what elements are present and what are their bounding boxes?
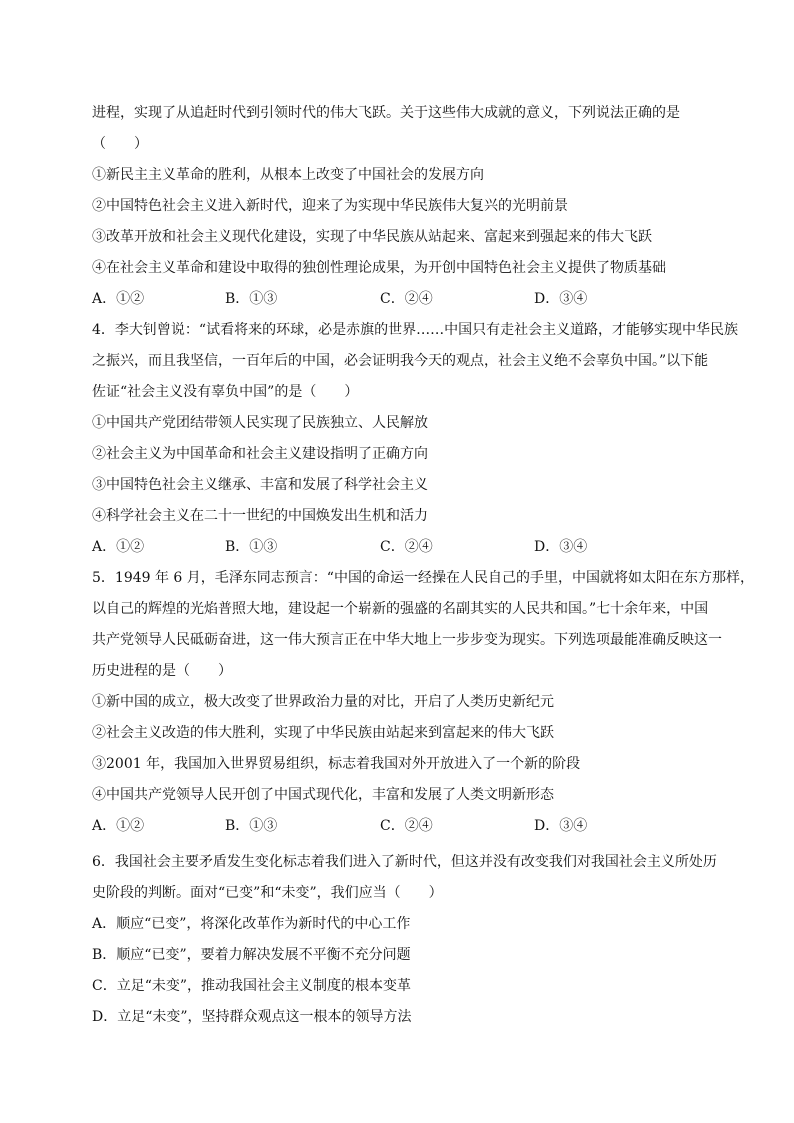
question-5-stem-line: 历史进程的是（ ）	[92, 663, 232, 679]
question-4-item: ①中国共产党团结带领人民实现了民族独立、人民解放	[92, 415, 428, 431]
option-a[interactable]: A．①②	[92, 291, 145, 307]
question-4-stem-line: 4．李大钊曾说：“试看将来的环球，必是赤旗的世界……中国只有走社会主义道路，才能够实现中华民族	[92, 322, 739, 338]
question-6-stem-line: 史阶段的判断。面对“已变”和“未变”，我们应当（ ）	[92, 885, 443, 901]
question-5-stem-line: 共产党领导人民砥砺奋进，这一伟大预言正在中华大地上一步步变为现实。下列选项最能准确反映这一	[92, 632, 722, 648]
question-3-item: ②中国特色社会主义进入新时代，迎来了为实现中华民族伟大复兴的光明前景	[92, 198, 568, 214]
question-3-options	[92, 290, 712, 308]
question-4-stem-line: 佐证“社会主义没有辜负中国”的是（ ）	[92, 384, 359, 400]
option-b[interactable]: B．顺应“已变”，要着力解决发展不平衡不充分问题	[92, 947, 411, 963]
question-5-stem-line: 5．1949 年 6 月，毛泽东同志预言：“中国的命运一经操在人民自己的手里，中国就将如太阳在东方那样，	[92, 570, 754, 586]
question-3-item: ③改革开放和社会主义现代化建设，实现了中华民族从站起来、富起来到强起来的伟大飞跃	[92, 229, 652, 245]
option-a[interactable]: A．①②	[92, 818, 145, 834]
question-3-item: ①新民主主义革命的胜利，从根本上改变了中国社会的发展方向	[92, 167, 484, 183]
option-d[interactable]: D．③④	[534, 539, 588, 555]
question-3-item: ④在社会主义革命和建设中取得的独创性理论成果，为开创中国特色社会主义提供了物质基础	[92, 260, 666, 276]
question-4-item: ③中国特色社会主义继承、丰富和发展了科学社会主义	[92, 477, 428, 493]
question-4-stem-line: 之振兴，而且我坚信，一百年后的中国，必会证明我今天的观点，社会主义绝不会辜负中国。”以下能	[92, 353, 709, 369]
option-b[interactable]: B．①③	[225, 291, 278, 307]
option-d[interactable]: D．③④	[534, 291, 588, 307]
question-5-options	[92, 817, 712, 835]
option-b[interactable]: B．①③	[225, 818, 278, 834]
question-5-stem-line: 以自己的辉煌的光焰普照大地，建设起一个崭新的强盛的名副其实的人民共和国。”七十余年来，中国	[92, 601, 709, 617]
option-c[interactable]: C．②④	[380, 539, 433, 555]
option-d[interactable]: D．③④	[534, 818, 588, 834]
question-4-options	[92, 538, 712, 556]
question-3-stem-line: 进程，实现了从追赶时代到引领时代的伟大飞跃。关于这些伟大成就的意义，下列说法正确的是	[92, 105, 680, 121]
option-c[interactable]: C．立足“未变”，推动我国社会主义制度的根本变革	[92, 978, 412, 994]
question-3-answer-blank: （ ）	[92, 136, 148, 152]
option-b[interactable]: B．①③	[225, 539, 278, 555]
option-d[interactable]: D．立足“未变”，坚持群众观点这一根本的领导方法	[92, 1009, 412, 1025]
option-a[interactable]: A．①②	[92, 539, 145, 555]
option-c[interactable]: C．②④	[380, 818, 433, 834]
question-5-item: ④中国共产党领导人民开创了中国式现代化，丰富和发展了人类文明新形态	[92, 787, 554, 803]
question-4-item: ④科学社会主义在二十一世纪的中国焕发出生机和活力	[92, 508, 428, 524]
question-4-item: ②社会主义为中国革命和社会主义建设指明了正确方向	[92, 446, 428, 462]
option-a[interactable]: A．顺应“已变”，将深化改革作为新时代的中心工作	[92, 916, 411, 932]
question-6-stem-line: 6．我国社会主要矛盾发生变化标志着我们进入了新时代，但这并没有改变我们对我国社会主义所处历	[92, 854, 717, 870]
question-5-item: ③2001 年，我国加入世界贸易组织，标志着我国对外开放进入了一个新的阶段	[92, 756, 581, 772]
question-5-item: ①新中国的成立，极大改变了世界政治力量的对比，开启了人类历史新纪元	[92, 694, 554, 710]
question-5-item: ②社会主义改造的伟大胜利，实现了中华民族由站起来到富起来的伟大飞跃	[92, 725, 554, 741]
option-c[interactable]: C．②④	[380, 291, 433, 307]
